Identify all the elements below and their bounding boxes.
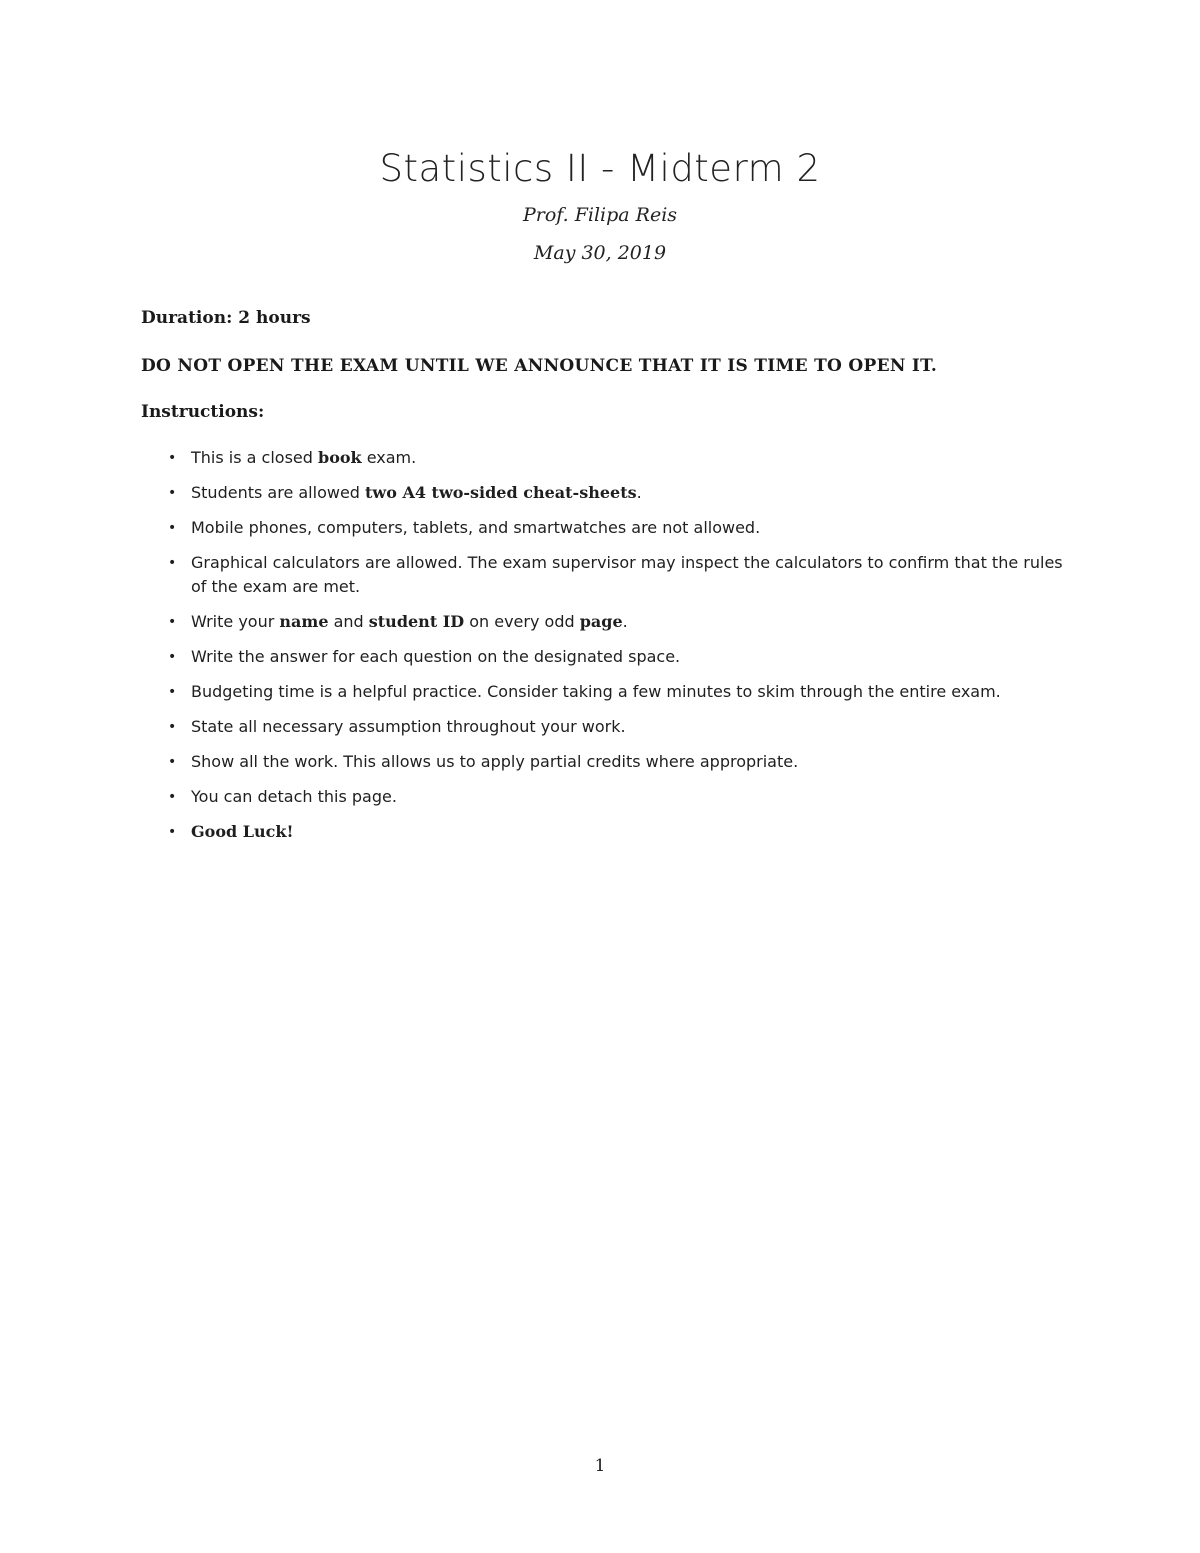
instruction-item: [141, 516, 1071, 540]
bullet-icon: •: [168, 824, 177, 840]
instruction-text: Budgeting time is a helpful practice. Consider taking a few minutes to skim through the entire exam.: [191, 682, 1001, 701]
instruction-item: [141, 446, 1071, 470]
bullet-icon: •: [168, 520, 177, 536]
bullet-icon: •: [168, 719, 177, 735]
instruction-text: You can detach this page.: [191, 787, 397, 806]
title-block: [0, 146, 1200, 266]
bullet-icon: •: [168, 555, 177, 571]
duration: Duration: 2 hours: [141, 308, 311, 328]
instruction-item: [141, 610, 1071, 634]
instruction-emphasis: student ID: [368, 612, 465, 631]
instruction-text: Graphical calculators are allowed. The exam supervisor may inspect the calculators to confirm that the rules of the exam are met.: [191, 553, 1063, 596]
instruction-text: Show all the work. This allows us to apply partial credits where appropriate.: [191, 752, 799, 771]
instruction-emphasis: two A4 two-sided cheat-sheets: [365, 483, 637, 502]
bullet-icon: •: [168, 614, 177, 630]
instruction-text: .: [636, 483, 642, 502]
instruction-item: [141, 645, 1071, 669]
instruction-item: [141, 715, 1071, 739]
instruction-item: [141, 785, 1071, 809]
instruction-text: Students are allowed: [191, 483, 366, 502]
instruction-emphasis: book: [318, 448, 362, 467]
instruction-emphasis: Good Luck!: [191, 822, 294, 841]
instruction-text: .: [622, 612, 628, 631]
bullet-icon: •: [168, 754, 177, 770]
cover-content: [141, 304, 1071, 855]
instruction-text: on every odd: [464, 612, 580, 631]
instructions-list: [141, 446, 1071, 844]
instruction-text: and: [328, 612, 369, 631]
instruction-emphasis: name: [279, 612, 329, 631]
page-number: 1: [594, 1456, 606, 1476]
author: Prof. Filipa Reis: [522, 204, 678, 226]
exam-title: Statistics II - Midterm 2: [379, 147, 821, 190]
instruction-text: This is a closed: [191, 448, 318, 467]
instruction-text: exam.: [361, 448, 417, 467]
instructions-heading: Instructions:: [141, 402, 265, 422]
instruction-item: [141, 820, 1071, 844]
exam-date: May 30, 2019: [533, 242, 667, 264]
instruction-item: [141, 481, 1071, 505]
bullet-icon: •: [168, 684, 177, 700]
bullet-icon: •: [168, 450, 177, 466]
bullet-icon: •: [168, 485, 177, 501]
instruction-emphasis: page: [579, 612, 623, 631]
instruction-text: State all necessary assumption throughout your work.: [191, 717, 626, 736]
instruction-text: Mobile phones, computers, tablets, and smartwatches are not allowed.: [191, 518, 761, 537]
open-warning: DO NOT OPEN THE EXAM UNTIL WE ANNOUNCE THAT IT IS TIME TO OPEN IT.: [141, 356, 938, 376]
instruction-text: Write your: [191, 612, 280, 631]
bullet-icon: •: [168, 649, 177, 665]
bullet-icon: •: [168, 789, 177, 805]
instruction-item: [141, 551, 1071, 599]
instruction-item: [141, 680, 1071, 704]
instruction-item: [141, 750, 1071, 774]
instruction-text: Write the answer for each question on the designated space.: [191, 647, 681, 666]
